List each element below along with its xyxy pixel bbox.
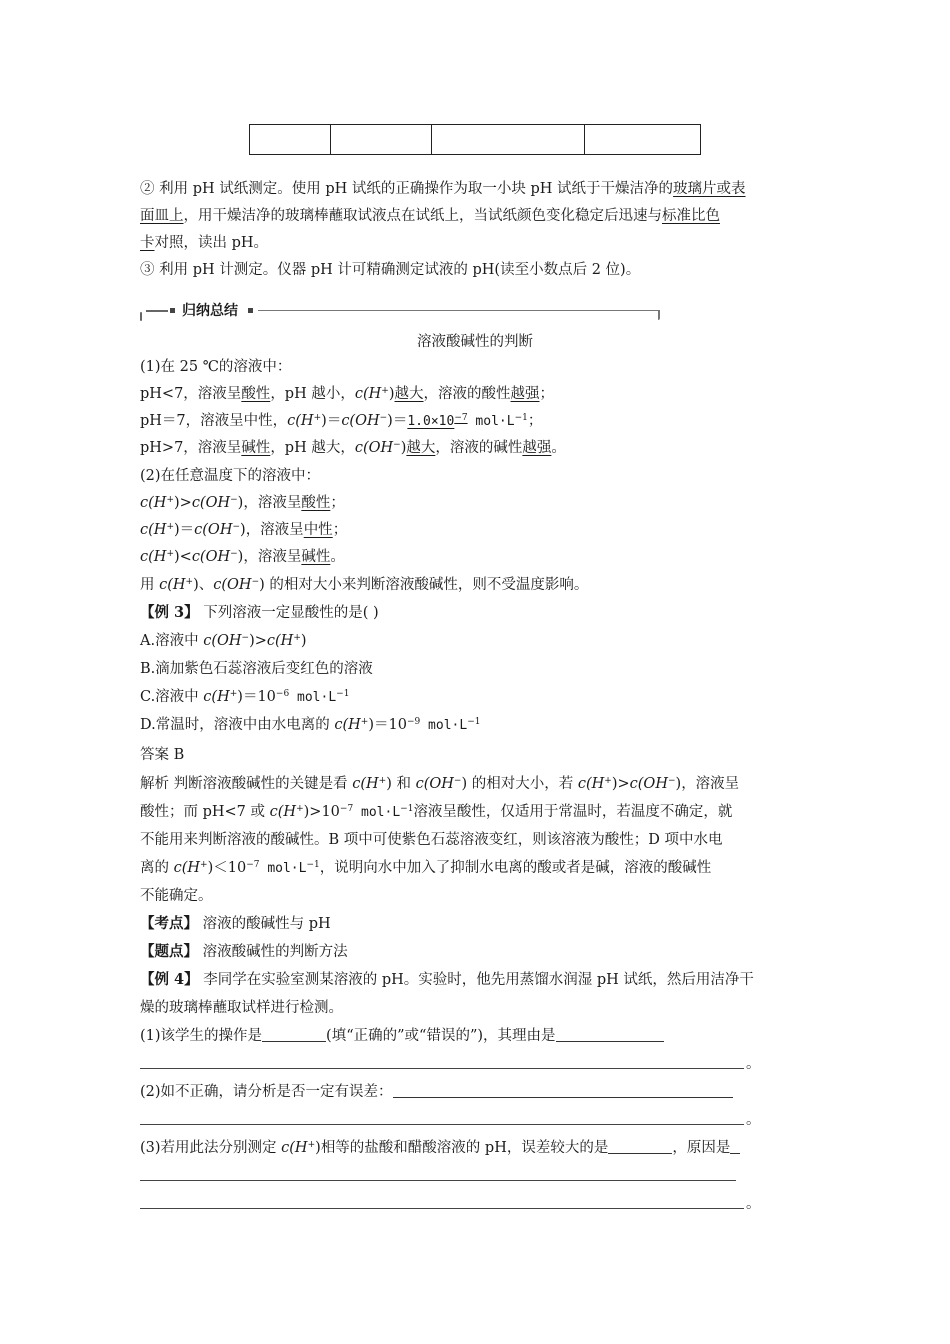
explanation-line-1: 解析 判断溶液酸碱性的关键是看 c(H+) 和 c(OH−) 的相对大小，若 c(H+)>c(OH−)，溶液呈 [140,776,740,792]
explanation-line-2: 酸性；而 pH<7 或 $c(H^+)>10^{-7}$ $mol\cdot L^{-1}$溶液呈酸性，仅适用于常温时，若温度不确定，就 [140,804,733,820]
table-cell [250,125,331,155]
tidian-tag: 【题点】 溶液酸碱性的判断方法 [140,943,348,960]
summary-note: 用 c(H+)、c(OH−) 的相对大小来判断溶液酸碱性，则不受温度影响。 [140,577,589,593]
example3-option-a: A.溶液中 c(OH−)>c(H+) [140,633,307,649]
example4-part-1: (1)该学生的操作是 (填“正确的”或“错误的”)，其理由是 [140,1026,664,1046]
answer-blank: 面皿上 [140,208,184,224]
answer-blank: 玻璃片或表 [673,181,746,197]
general-basic-line: c(H+)<c(OH−)，溶液呈碱性。 [140,549,345,565]
example3-option-d: D.常温时，溶液中由水电离的 $c(H^+)=10^{-9}$ $mol\cdot L^{-1}$ [140,717,481,733]
table-cell [331,125,432,155]
period-mark: 。 [746,1196,761,1212]
answer-blank: 标准比色 [662,208,720,224]
explanation-line-5: 不能确定。 [140,888,213,904]
ph-paper-line-3: 卡对照，读出 pH。 [140,235,269,251]
ph-paper-line-2: 面皿上，用干燥洁净的玻璃棒蘸取试液点在试纸上，当试纸颜色变化稳定后迅速与标准比色 [140,208,720,224]
example4-question-line-2: 燥的玻璃棒蘸取试样进行检测。 [140,1000,343,1016]
period-mark: 。 [746,1112,761,1128]
summary-point-2: (2)在任意温度下的溶液中： [140,468,321,484]
summary-point-1: (1)在 25 ℃的溶液中： [140,359,292,375]
fill-blank[interactable] [556,1027,664,1042]
summary-header [140,300,810,322]
ph-paper-line-1: ② 利用 pH 试纸测定。使用 pH 试纸的正确操作为取一小块 pH 试纸于干燥洁净的玻璃片或表 [140,181,746,197]
fill-blank[interactable] [393,1083,733,1098]
example4-part-3: (3)若用此法分别测定 c(H+)相等的盐酸和醋酸溶液的 pH，误差较大的是 ，原因是 [140,1138,740,1158]
explanation-line-3: 不能用来判断溶液的酸碱性。B 项中可使紫色石蕊溶液变红，则该溶液为酸性；D 项中水电 [140,832,723,848]
summary-neutral-line: pH＝7，溶液呈中性，$c(H^+)=c(OH^-)=1.0\times 10^{-7}$ $mol\cdot L^{-1}$； [140,413,543,429]
table-bottom-row [249,124,701,155]
example3-option-b: B.滴加紫色石蕊溶液后变红色的溶液 [140,661,373,677]
general-acidic-line: c(H+)>c(OH−)，溶液呈酸性； [140,495,345,511]
example3-question: 【例 3】 下列溶液一定显酸性的是( ) [140,604,379,621]
fill-blank[interactable] [730,1139,740,1154]
answer-line[interactable] [140,1180,736,1181]
table-cell [432,125,585,155]
ph-meter-line: ③ 利用 pH 计测定。仪器 pH 计可精确测定试液的 pH(读至小数点后 2 位)。 [140,262,641,278]
summary-header-title: 归纳总结 [182,303,238,319]
summary-acidic-line: pH<7，溶液呈酸性，pH 越小，c(H+)越大，溶液的酸性越强； [140,386,555,402]
summary-title: 溶液酸碱性的判断 [417,334,533,350]
period-mark: 。 [746,1056,761,1072]
square-bullet-icon [170,308,175,313]
kaodian-tag: 【考点】 溶液的酸碱性与 pH [140,915,331,932]
answer-line[interactable] [140,1124,744,1125]
header-bracket-icon [146,310,168,312]
answer-line[interactable] [140,1068,744,1069]
example3-option-c: C.溶液中 $c(H^+)=10^{-6}$ $mol\cdot L^{-1}$ [140,689,350,705]
answer-line[interactable] [140,1208,744,1209]
example4-question-line-1: 【例 4】 李同学在实验室测某溶液的 pH。实验时，他先用蒸馏水润湿 pH 试纸，然后用洁净干 [140,971,754,988]
fill-blank[interactable] [262,1027,326,1042]
answer-blank: 卡 [140,235,155,251]
example4-part-2: (2)如不正确，请分析是否一定有误差： [140,1082,733,1102]
example3-answer: 答案 B [140,747,185,763]
general-neutral-line: c(H+)＝c(OH−)，溶液呈中性； [140,522,348,538]
table-cell [585,125,701,155]
summary-basic-line: pH>7，溶液呈碱性，pH 越大，c(OH−)越大，溶液的碱性越强。 [140,440,566,456]
explanation-line-4: 离的 $c(H^+)<10^{-7}$ $mol\cdot L^{-1}$，说明向水中加入了抑制水电离的酸或者是碱，溶液的酸碱性 [140,860,712,876]
header-rule [258,310,658,311]
fill-blank[interactable] [608,1139,672,1154]
square-bullet-icon [248,308,253,313]
